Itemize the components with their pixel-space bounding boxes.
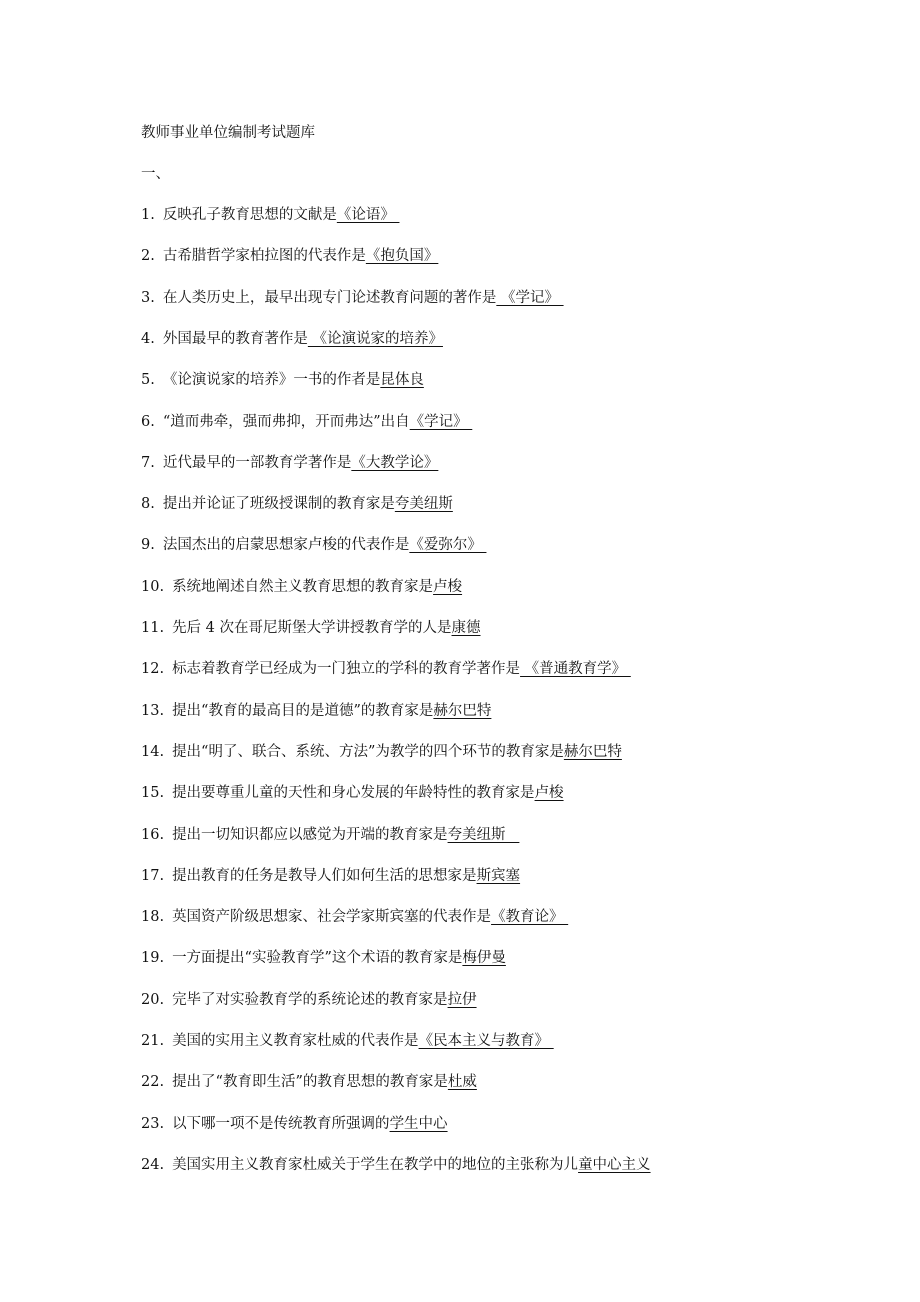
- question-answer: 《抱负国》: [365, 248, 439, 265]
- question-text: 美国实用主义教育家杜威关于学生在教学中的地位的主张称为儿: [172, 1156, 579, 1173]
- question-item: [141, 660, 631, 678]
- question-item: [141, 1115, 448, 1133]
- question-number: 7.: [141, 454, 155, 471]
- question-text: 在人类历史上，最早出现专门论述教育问题的著作是: [162, 289, 497, 306]
- question-number: 22.: [141, 1074, 165, 1091]
- question-item: [141, 454, 438, 472]
- question-answer: 赫尔巴特: [433, 702, 492, 719]
- question-text: 提出一切知识都应以感觉为开端的教育家是: [172, 826, 448, 843]
- question-number: 14.: [141, 743, 165, 760]
- question-item: [141, 206, 399, 224]
- question-item: [141, 743, 622, 761]
- question-item: [141, 330, 443, 348]
- question-item: [141, 1032, 554, 1050]
- question-answer: 卢梭: [534, 785, 564, 802]
- question-answer: 赫尔巴特: [563, 743, 622, 760]
- section-heading: 一、: [141, 166, 170, 182]
- question-answer: 昆体良: [380, 372, 424, 389]
- question-item: [141, 247, 438, 265]
- question-text: 反映孔子教育思想的文献是: [162, 207, 337, 223]
- question-item: [141, 991, 477, 1009]
- question-text: 《论演说家的培养》一书的作者是: [162, 372, 381, 389]
- question-number: 10.: [141, 578, 165, 595]
- question-answer: 《论演说家的培养》: [307, 330, 443, 347]
- question-answer: 学生中心: [389, 1115, 448, 1132]
- question-text: “道而弗牵，强而弗抑，开而弗达”出自: [162, 413, 410, 430]
- question-answer: 《教育论》: [491, 909, 569, 926]
- question-number: 23.: [141, 1115, 165, 1132]
- question-answer: 夸美纽斯: [447, 826, 520, 843]
- question-answer: 卢梭: [433, 578, 463, 595]
- question-text: 完毕了对实验教育学的系统论述的教育家是: [172, 991, 448, 1008]
- question-text: 提出了“教育即生活”的教育思想的教育家是: [172, 1074, 448, 1091]
- question-text: 法国杰出的启蒙思想家卢梭的代表作是: [162, 537, 410, 554]
- question-answer: 童中心主义: [578, 1156, 651, 1173]
- question-text: 美国的实用主义教育家杜威的代表作是: [172, 1033, 419, 1049]
- question-answer: 《学记》: [409, 413, 473, 430]
- question-text: 提出“明了、联合、系统、方法”为教学的四个环节的教育家是: [172, 743, 564, 760]
- question-item: [141, 784, 564, 802]
- question-text: 系统地阐述自然主义教育思想的教育家是: [172, 578, 434, 595]
- question-number: 15.: [141, 785, 165, 802]
- question-item: [141, 702, 491, 720]
- question-answer: 康德: [451, 620, 481, 636]
- question-number: 9.: [141, 537, 155, 554]
- question-text: 提出要尊重儿童的天性和身心发展的年龄特性的教育家是: [172, 785, 535, 802]
- question-number: 1.: [141, 207, 155, 223]
- question-number: 21.: [141, 1033, 165, 1049]
- question-item: [141, 413, 472, 431]
- question-number: 2.: [141, 248, 155, 265]
- question-answer: 斯宾塞: [476, 867, 521, 884]
- question-text: 提出并论证了班级授课制的教育家是: [162, 496, 395, 513]
- question-text: 英国资产阶级思想家、社会学家斯宾塞的代表作是: [172, 909, 492, 926]
- question-number: 5.: [141, 372, 155, 389]
- question-text: 先后 4 次在哥尼斯堡大学讲授教育学的人是: [172, 620, 452, 636]
- question-number: 16.: [141, 826, 165, 843]
- question-text: 提出“教育的最高目的是道德”的教育家是: [172, 702, 434, 719]
- question-answer: 拉伊: [447, 991, 477, 1008]
- question-number: 4.: [141, 330, 155, 347]
- question-answer: 《学记》: [496, 289, 564, 306]
- question-text: 外国最早的教育著作是: [162, 330, 308, 347]
- question-item: [141, 826, 519, 844]
- question-item: [141, 289, 564, 307]
- question-number: 19.: [141, 950, 165, 967]
- question-number: 3.: [141, 289, 155, 306]
- question-item: [141, 371, 424, 389]
- question-text: 一方面提出“实验教育学”这个术语的教育家是: [172, 950, 463, 967]
- question-item: [141, 619, 481, 637]
- question-number: 11.: [141, 620, 165, 636]
- question-number: 17.: [141, 867, 165, 884]
- question-answer: 《普通教育学》: [520, 661, 631, 678]
- question-item: [141, 536, 486, 554]
- question-number: 18.: [141, 909, 165, 926]
- question-number: 12.: [141, 661, 165, 678]
- question-item: [141, 949, 506, 967]
- question-number: 13.: [141, 702, 165, 719]
- question-text: 以下哪一项不是传统教育所强调的: [172, 1115, 390, 1132]
- question-answer: 杜威: [447, 1074, 477, 1091]
- question-answer: 《大教学论》: [351, 454, 439, 471]
- question-text: 提出教育的任务是教导人们如何生活的思想家是: [172, 867, 477, 884]
- question-item: [141, 495, 453, 513]
- question-number: 20.: [141, 991, 165, 1008]
- question-item: [141, 908, 568, 926]
- question-item: [141, 1156, 651, 1174]
- question-answer: 《论语》: [336, 207, 400, 223]
- question-answer: 夸美纽斯: [394, 496, 453, 513]
- question-answer: 《民本主义与教育》: [418, 1033, 554, 1049]
- question-number: 6.: [141, 413, 155, 430]
- question-answer: 梅伊曼: [462, 950, 506, 967]
- question-item: [141, 867, 520, 885]
- question-text: 近代最早的一部教育学著作是: [162, 454, 352, 471]
- question-text: 标志着教育学已经成为一门独立的学科的教育学著作是: [172, 661, 521, 678]
- question-answer: 《爱弥尔》: [409, 537, 487, 554]
- document-title: 教师事业单位编制考试题库: [141, 125, 315, 141]
- question-text: 古希腊哲学家柏拉图的代表作是: [162, 248, 366, 265]
- question-number: 8.: [141, 496, 155, 513]
- question-item: [141, 1073, 477, 1091]
- question-item: [141, 578, 462, 596]
- question-number: 24.: [141, 1156, 165, 1173]
